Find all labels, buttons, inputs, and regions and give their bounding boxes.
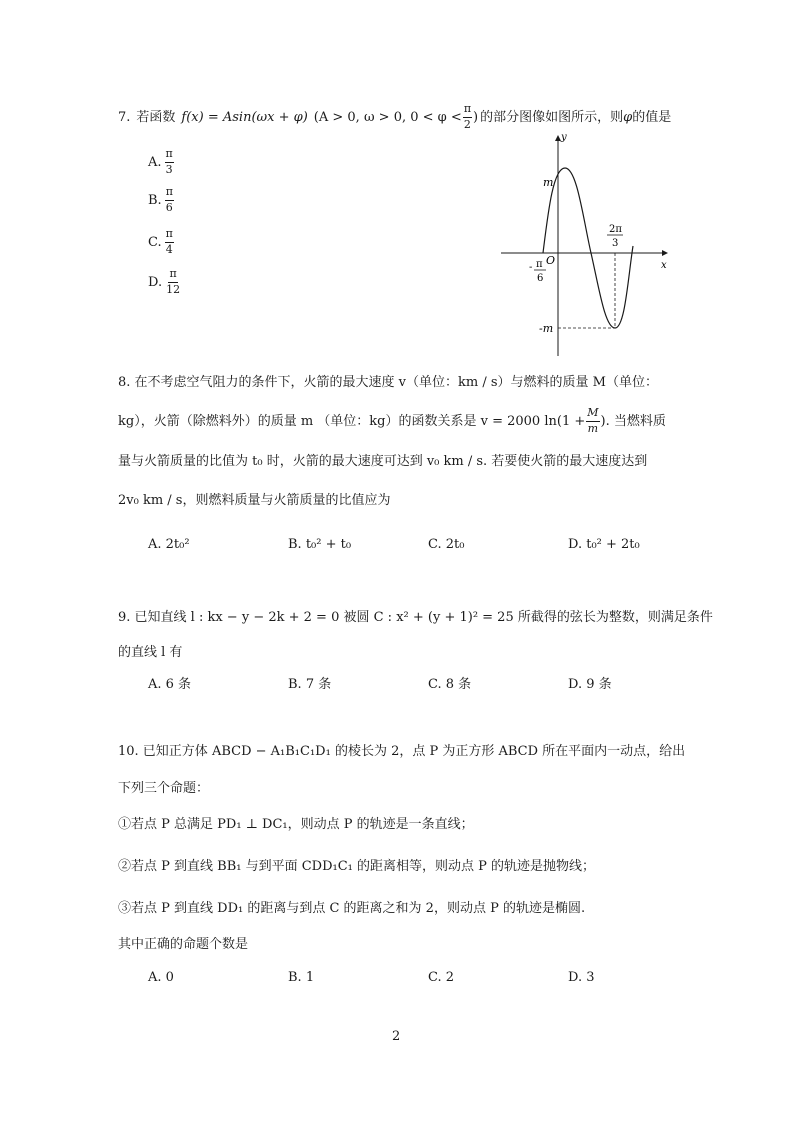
q10-line-1: 10. 已知正方体 ABCD − A₁B₁C₁D₁ 的棱长为 2，点 P 为正方形 ABCD 所在平面内一动点，给出 bbox=[118, 744, 686, 759]
right-tick-num: 2π bbox=[609, 224, 622, 235]
q8-option-b[interactable]: B. t₀² + t₀ bbox=[288, 537, 352, 552]
q9-option-c[interactable]: C. 8 条 bbox=[428, 677, 472, 692]
q7-option-d-den: 12 bbox=[166, 282, 181, 296]
q7-option-a-letter: A. bbox=[148, 154, 162, 170]
q7-option-b-letter: B. bbox=[148, 192, 162, 208]
q8-line-2 bbox=[118, 404, 666, 438]
neg-m-label: -m bbox=[539, 322, 554, 335]
q7-number: 7. bbox=[118, 109, 131, 125]
q7-option-c-letter: C. bbox=[148, 234, 162, 250]
q7-option-d[interactable] bbox=[148, 268, 182, 296]
q10-proposition-3: ③若点 P 到直线 DD₁ 的距离与到点 C 的距离之和为 2，则动点 P 的轨迹是椭圆. bbox=[118, 901, 586, 916]
y-axis-label: y bbox=[561, 132, 567, 143]
q7-option-d-value bbox=[165, 268, 181, 296]
m-label: m bbox=[543, 176, 554, 189]
left-tick-den: 6 bbox=[537, 273, 544, 284]
q10-option-b[interactable]: B. 1 bbox=[288, 970, 315, 985]
q9-option-a[interactable]: A. 6 条 bbox=[148, 677, 192, 692]
q7-text-a: 若函数 bbox=[136, 109, 176, 125]
q7-option-c-value bbox=[165, 228, 174, 256]
q7-option-b[interactable] bbox=[148, 186, 175, 214]
q7-option-b-den: 6 bbox=[165, 200, 173, 214]
q8-option-c[interactable]: C. 2t₀ bbox=[428, 537, 465, 552]
q8-line-3: 量与火箭质量的比值为 t₀ 时，火箭的最大速度可达到 v₀ km / s. 若要使火箭的最大速度达到 bbox=[118, 454, 648, 469]
q7-condition-num: π bbox=[463, 103, 472, 118]
q9-line-2: 的直线 l 有 bbox=[118, 645, 183, 660]
q9-option-d[interactable]: D. 9 条 bbox=[568, 677, 612, 692]
right-tick-den: 3 bbox=[612, 238, 619, 249]
q7-stem bbox=[118, 101, 672, 131]
q10-option-c[interactable]: C. 2 bbox=[428, 970, 455, 985]
q7-condition-a: (A > 0, ω > 0, 0 < φ < bbox=[313, 109, 462, 125]
q8-line-2-den: m bbox=[587, 421, 599, 435]
q7-formula: f(x) = Asin(ωx + φ) bbox=[181, 109, 308, 125]
q7-option-c[interactable] bbox=[148, 228, 175, 256]
q7-option-d-num: π bbox=[168, 268, 177, 283]
q10-option-a[interactable]: A. 0 bbox=[148, 970, 174, 985]
q10-line-last: 其中正确的命题个数是 bbox=[118, 937, 249, 952]
left-tick-num: π bbox=[536, 259, 543, 270]
q8-line-4: 2v₀ km / s，则燃料质量与火箭质量的比值应为 bbox=[118, 493, 391, 508]
q8-line-2-a: kg），火箭（除燃料外）的质量 m （单位：kg）的函数关系是 v = 2000 ln(1 + bbox=[118, 413, 586, 429]
left-tick-sign: - bbox=[529, 262, 533, 273]
q7-option-d-letter: D. bbox=[148, 274, 163, 290]
q7-option-b-value bbox=[165, 186, 174, 214]
q7-option-a-den: 3 bbox=[165, 162, 173, 176]
q8-option-a[interactable]: A. 2t₀² bbox=[148, 537, 190, 552]
q10-line-2: 下列三个命题： bbox=[118, 781, 210, 796]
q8-option-d[interactable]: D. t₀² + 2t₀ bbox=[568, 537, 640, 552]
q9-option-b[interactable]: B. 7 条 bbox=[288, 677, 332, 692]
sine-curve bbox=[543, 168, 633, 328]
q7-condition-b: ) bbox=[473, 109, 479, 125]
q7-sine-graph bbox=[495, 128, 675, 363]
page-number: 2 bbox=[392, 1029, 401, 1044]
q8-line-2-b: ). 当燃料质 bbox=[600, 413, 666, 429]
q7-option-b-num: π bbox=[165, 186, 174, 201]
q7-option-a-value bbox=[165, 148, 174, 176]
q8-line-2-num: M bbox=[586, 407, 599, 422]
q7-condition-den: 2 bbox=[463, 117, 471, 131]
q7-option-c-den: 4 bbox=[165, 242, 173, 256]
origin-label: O bbox=[546, 254, 556, 267]
q7-option-a-num: π bbox=[165, 148, 174, 163]
q7-option-c-num: π bbox=[165, 228, 174, 243]
q8-line-2-fraction bbox=[586, 407, 599, 435]
q9-line-1: 9. 已知直线 l : kx − y − 2k + 2 = 0 被圆 C : x² + (y + 1)² = 25 所截得的弦长为整数，则满足条件 bbox=[118, 610, 713, 625]
q7-condition-fraction bbox=[463, 103, 472, 131]
q10-proposition-1: ①若点 P 总满足 PD₁ ⊥ DC₁，则动点 P 的轨迹是一条直线； bbox=[118, 817, 474, 832]
x-axis-label: x bbox=[661, 260, 667, 271]
q10-option-d[interactable]: D. 3 bbox=[568, 970, 595, 985]
q7-option-a[interactable] bbox=[148, 148, 175, 176]
q10-proposition-2: ②若点 P 到直线 BB₁ 与到平面 CDD₁C₁ 的距离相等，则动点 P 的轨迹是抛物线； bbox=[118, 859, 596, 874]
q7-text-b: 的部分图像如图所示，则 bbox=[480, 109, 624, 125]
q7-phi: φ bbox=[623, 109, 633, 125]
q8-line-1: 8. 在不考虑空气阻力的条件下，火箭的最大速度 v（单位：km / s）与燃料的质量 M（单位： bbox=[118, 375, 658, 390]
q7-text-c: 的值是 bbox=[632, 109, 672, 125]
